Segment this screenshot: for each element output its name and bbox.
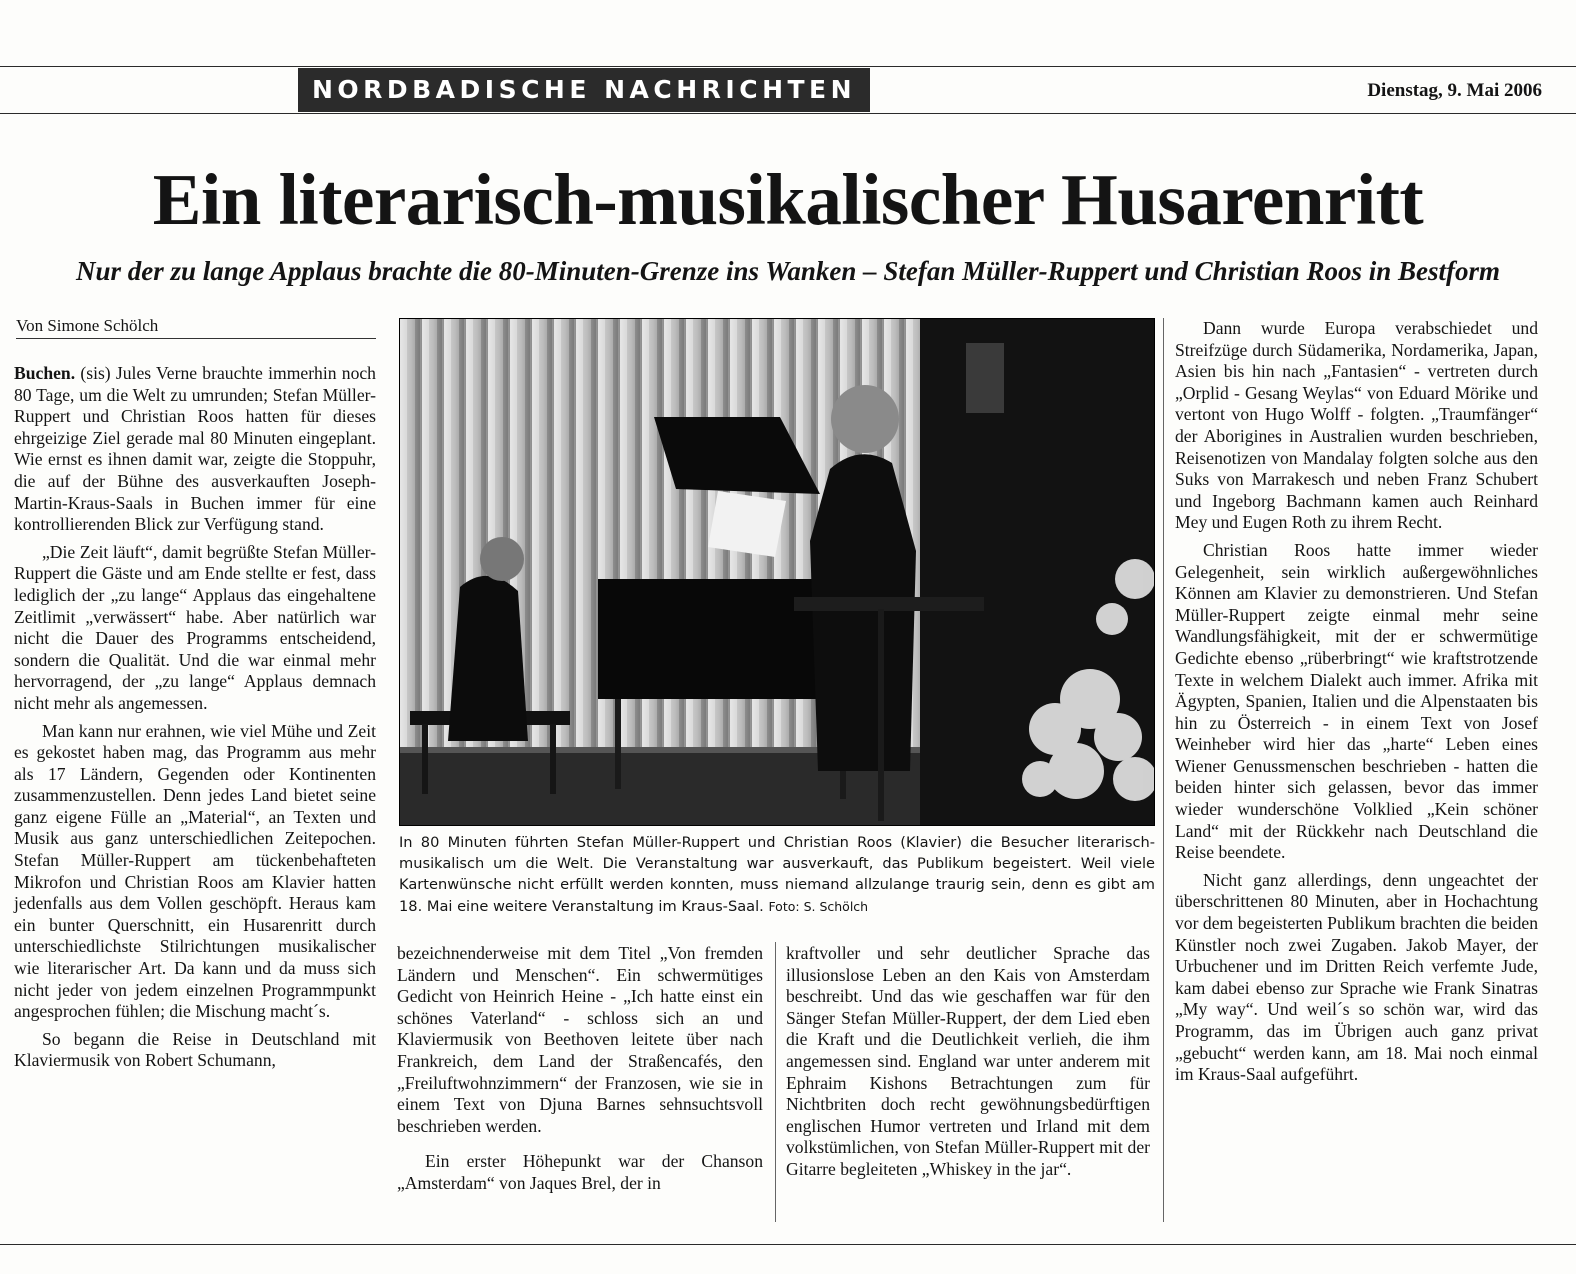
paragraph: Christian Roos hatte immer wieder Gelegenheit, sein wirklich außergewöhnliches Können am Klavier zu demonstrieren. Und Stefan Müller-Ruppert zeigte einmal mehr seine Wandlungsfähigkeit, mit der er schwermütige Gedichte ebenso „rüberbringt“ wie kraftstrotzende Texte in welchem Dialekt auch immer. Afrika mit Ägypten, Spanien, Italien und die Alpenstaaten bis hin zu Österreich - in einem Text von Josef Weinheber wird hier das „harte“ Leben eines Wiener Genussmenschen beschrieben - hatten die beiden hinter sich gelassen, bevor das immer wieder wunderschöne Volklied „Kein schöner Land“ mit der Rückkehr nach Deutschland die Reise beendete. bbox=[1175, 539, 1538, 863]
issue-date: Dienstag, 9. Mai 2006 bbox=[1367, 80, 1542, 101]
photo-caption bbox=[399, 832, 1155, 917]
paragraph: Nicht ganz allerdings, denn ungeachtet der überschrittenen 80 Minuten, aber in Hochachtung vor dem begeisterten Publikum brachten die beiden Künstler noch zwei Zugaben. Jakob Mayer, der Urbuchener und im Dritten Reich verfemte Jude, kam dabei ebenso zur Sprache wie Frank Sinatras „My way“. Und weil´s so schön war, wird das Programm, das im Übrigen auch ganz privat „gebucht“ werden kann, am 18. Mai noch einmal im Kraus-Saal aufgeführt. bbox=[1175, 869, 1538, 1085]
bottom-rule bbox=[0, 1244, 1576, 1245]
headline: Ein literarisch-musikalischer Husarenritt bbox=[152, 159, 1424, 240]
paragraph: Ein erster Höhepunkt war der Chanson „Amsterdam“ von Jaques Brel, der in bbox=[397, 1151, 763, 1193]
column-1 bbox=[14, 363, 376, 1072]
subheadline: Nur der zu lange Applaus brachte die 80-Minuten-Grenze ins Wanken – Stefan Müller-Ruppert und Christian Roos in Bestform bbox=[75, 256, 1501, 286]
paragraph: Man kann nur erahnen, wie viel Mühe und Zeit es gekostet haben mag, das Programm aus mehr als 17 Ländern, Gegenden oder Kontinenten zusammenzustellen. Denn jedes Land bietet seine ganz eigene Fülle an „Material“, an Texten und Musik aus ganz unterschiedlichen Zeitepochen. Stefan Müller-Ruppert am tückenbehafteten Mikrofon und Christian Roos am Klavier hatten jedenfalls aus dem Vollen geschöpft. Heraus kam ein bunter Querschnitt, ein Husarenritt durch unterschiedlichste Stilrichtungen musikalischer wie literarischer Art. Da kann und da muss sich nicht jeder von jedem einzelnen Programmpunkt angesprochen fühlen; die Mischung macht´s. bbox=[14, 720, 376, 1022]
concert-photo bbox=[399, 318, 1155, 826]
paragraph: Buchen. (sis) Jules Verne brauchte immerhin noch 80 Tage, um die Welt zu umrunden; Stefan Müller-Ruppert und Christian Roos hatten für dieses ehrgeizige Ziel gerade mal 80 Minuten eingeplant. Wie ernst es ihnen damit war, zeigte die Stoppuhr, die auf der Bühne des ausverkauften Joseph-Martin-Kraus-Saals in Buchen immer für eine kontrollierenden Blick zur Verfügung stand. bbox=[14, 363, 376, 535]
caption-text: In 80 Minuten führten Stefan Müller-Ruppert und Christian Roos (Klavier) die Besucher literarisch-musikalisch um die Welt. Die Veranstaltung war ausverkauft, das Publikum begeistert. Weil viele Kartenwünsche nicht erfüllt werden konnten, muss niemand allzulange traurig sein, denn es gibt am 18. Mai eine weitere Veranstaltung im Kraus-Saal. bbox=[399, 834, 1155, 915]
paragraph: „Die Zeit läuft“, damit begrüßte Stefan Müller-Ruppert die Gäste und am Ende stellte er fest, dass lediglich der „zu lange“ Applaus das eingehaltene Zeitlimit „verwässert“ habe. Aber natürlich war nicht die Dauer des Programms entscheidend, sondern die Qualität. Und die war einmal mehr hervorragend, der „zu lange“ Applaus demnach nicht mehr als angemessen. bbox=[14, 541, 376, 713]
byline: Von Simone Schölch bbox=[16, 316, 376, 339]
column-3 bbox=[786, 943, 1150, 1181]
photo-illustration bbox=[400, 319, 1154, 825]
top-rule bbox=[0, 66, 1576, 67]
paragraph: bezeichnenderweise mit dem Titel „Von fremden Ländern und Menschen“. Ein schwermütiges Gedicht von Heinrich Heine - „Ich hatte einst ein schönes Vaterland“ - schloss sich an und Klaviermusik von Beethoven leitete über nach Frankreich, dem Land der Straßencafés, den „Freiluftwohnzimmern“ der Franzosen, wie sie in einem Text von Djuna Barnes sehnsuchtsvoll beschrieben werden. bbox=[397, 943, 763, 1136]
photo-credit: Foto: S. Schölch bbox=[768, 898, 869, 914]
column-divider bbox=[775, 942, 776, 1222]
section-masthead: NORDBADISCHE NACHRICHTEN bbox=[298, 68, 870, 112]
column-2 bbox=[397, 943, 763, 1195]
paragraph: So begann die Reise in Deutschland mit Klaviermusik von Robert Schumann, bbox=[14, 1028, 376, 1071]
paragraph: Dann wurde Europa verabschiedet und Streifzüge durch Südamerika, Nordamerika, Japan, Asien bis hin nach „Fantasien“ - vertreten durch „Orplid - Gesang Weylas“ von Eduard Mörike und vertont von Hugo Wolff - folgten. „Traumfänger“ der Aborigines in Australien wurden beschrieben, Reisenotizen von Mandalay folgten solche aus den Suks von Marrakesch und neben Franz Schubert und Ingeborg Bachmann kamen auch Reinhard Mey und Eugen Roth zu ihrem Recht. bbox=[1175, 318, 1538, 533]
paragraph: kraftvoller und sehr deutlicher Sprache das illusionslose Leben an den Kais von Amsterdam beschreibt. Und das wie geschaffen war für den Sänger Stefan Müller-Ruppert, der dem Lied eben die Kraft und die Deutlichkeit verlieh, die ihm angemessen sind. England war unter anderem mit Ephraim Kishons Betrachtungen zum für Nichtbriten doch recht gewöhnungsbedürftigen englischen Humor vertreten und Irland mit dem volkstümlichen, von Stefan Müller-Ruppert mit der Gitarre begleiteten „Whiskey in the jar“. bbox=[786, 943, 1150, 1179]
column-divider bbox=[1163, 318, 1164, 1222]
dateline: Buchen. bbox=[14, 363, 76, 383]
column-4 bbox=[1175, 318, 1538, 1086]
header-rule bbox=[0, 113, 1576, 114]
